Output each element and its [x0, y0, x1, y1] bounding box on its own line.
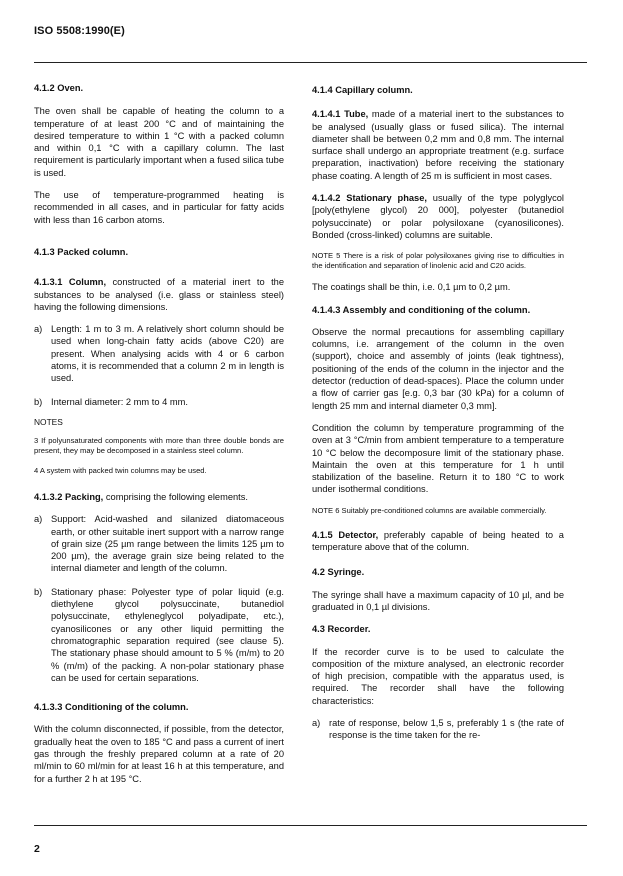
section-4-1-4-2-number: 4.1.4.2	[312, 193, 341, 204]
note-4: 4 A system with packed twin columns may be used.	[34, 465, 207, 475]
recorder-response-text: rate of response, below 1,5 s, preferably 1 s (the rate of response is the time taken for the re-	[329, 717, 564, 741]
section-4-1-4-1	[312, 108, 564, 182]
column-length-text: Length: 1 m to 3 m. A relatively short column should be used when long-chain fatty acids (above C20) are present. When analysing acids with 4 or 6 carbon atoms, it is recommended that a column 2 m in length is used.	[51, 324, 284, 384]
section-4-2-title: 4.2 Syringe.	[312, 567, 365, 578]
item-label: a)	[312, 717, 321, 728]
section-4-3-para: If the recorder curve is to be used to calculate the composition of the mixture analysed, an electronic recorder of high precision, compatible with the apparatus used, is required. The recorder shall have the following characteristics:	[312, 646, 564, 706]
section-4-1-4-2-text: usually of the type polyglycol [poly(ethylene glycol) 20 000], polyester (butanediol polysuccinate) or polar polysiloxane (cyanosilicones). Bonded (cross-linked) columns are suitable.	[312, 193, 564, 240]
item-label: a)	[34, 514, 43, 525]
section-4-1-5	[312, 529, 564, 554]
section-4-1-5-term: Detector,	[338, 529, 379, 540]
right-column	[312, 82, 564, 742]
section-4-1-4-1-term: Tube,	[344, 109, 369, 120]
packing-item-a	[34, 513, 284, 574]
section-4-1-5-text: preferably capable of being heated to a temperature above that of the column.	[312, 529, 564, 553]
section-4-1-4-3-title: 4.1.4.3 Assembly and conditioning of the column.	[312, 304, 531, 315]
section-4-1-3-2-term: Packing,	[65, 491, 104, 502]
section-4-1-4-3-para-2: Condition the column by temperature programming of the oven at 3 °C/min from ambient temperature to a temperature 10 °C below the decomposure limit of the stationary phase. Maintain the oven at this temperature for 1 h until stabilization of the baseline. Return it to 180 °C to work under isothermal conditions.	[312, 422, 564, 495]
section-4-1-3-2-text: comprising the following elements.	[105, 491, 248, 502]
notes-heading: NOTES	[34, 416, 63, 427]
section-4-1-3-3-title: 4.1.3.3 Conditioning of the column.	[34, 702, 189, 713]
section-4-1-4-title: 4.1.4 Capillary column.	[312, 85, 413, 95]
section-4-1-4-3-para-1: Observe the normal precautions for assembling capillary columns, i.e. arrangement of the column in the oven (support), choice and assembly of joints (leak tightness), positioning of the ends of the column in the injector and the detector (reduction of dead-spaces). Place the column under a flow of carrier gas [e.g. 0,3 bar (30 kPa) for a column of length 25 mm and internal diameter 0,3 mm].	[312, 326, 564, 411]
section-4-1-2-para-2: The use of temperature-programmed heating is recommended in all cases, and in particular for fatty acids with less than 16 carbon atoms.	[34, 190, 284, 225]
section-4-1-3-3-para: With the column disconnected, if possible, from the detector, gradually heat the oven to 185 °C and pass a current of inert gas through the freshly prepared column at a rate of 20 ml/min to 60 ml/min for at least 16 h at this temperature, and for a further 2 h at 195 °C.	[34, 724, 284, 784]
section-4-1-3-1	[34, 276, 284, 313]
header-rule	[34, 62, 587, 63]
section-4-1-3-2	[34, 491, 284, 503]
section-4-1-2-title: 4.1.2 Oven.	[34, 83, 84, 93]
packing-support-text: Support: Acid-washed and silanized diatomaceous earth, or other suitable inert support with a narrow range of grain size (25 µm range between the limits 125 µm to 200 µm), the average grain size being related to the internal diameter and length of the column.	[51, 514, 284, 574]
section-4-1-4-1-number: 4.1.4.1	[312, 109, 341, 120]
section-4-1-4-2-term: Stationary phase,	[346, 193, 427, 204]
item-label: b)	[34, 396, 43, 407]
section-4-1-3-1-text: constructed of a material inert to the substances to be analysed (i.e. glass or stainless steel) having the following dimensions.	[34, 277, 284, 312]
column-item-a	[34, 323, 284, 384]
note-5: NOTE 5 There is a risk of polar polysiloxanes giving rise to difficulties in the identification and separation of linolenic acid and C20 acids.	[312, 251, 564, 271]
section-4-1-3-1-number: 4.1.3.1	[34, 277, 63, 288]
item-label: a)	[34, 324, 43, 335]
section-4-2-para: The syringe shall have a maximum capacity of 10 µl, and be graduated in 0,1 µl divisions.	[312, 589, 564, 612]
recorder-item-a	[312, 717, 564, 742]
item-label: b)	[34, 586, 43, 597]
note-3: 3 If polyunsaturated components with more than three double bonds are present, they may be decomposed in a stainless steel column.	[34, 435, 284, 455]
note-6: NOTE 6 Suitably pre-conditioned columns are available commercially.	[312, 505, 547, 515]
document-header-id: ISO 5508:1990(E)	[34, 25, 125, 37]
column-diameter-text: Internal diameter: 2 mm to 4 mm.	[51, 396, 188, 407]
section-4-1-4-2	[312, 192, 564, 241]
section-4-1-3-2-number: 4.1.3.2	[34, 491, 63, 502]
section-4-1-2-para-1: The oven shall be capable of heating the column to a temperature of at least 200 °C and of maintaining the desired temperature to within 1 °C with a packed column and within 0,1 °C with a capillary column. The last requirement is particularly important when a fused silica tube is used.	[34, 106, 284, 178]
section-4-1-3-title: 4.1.3 Packed column.	[34, 246, 129, 257]
column-item-b	[34, 396, 284, 408]
left-column	[34, 82, 284, 785]
section-4-1-3-1-term: Column,	[68, 277, 107, 288]
section-4-3-title: 4.3 Recorder.	[312, 624, 371, 635]
section-4-1-4-1-text: made of a material inert to the substances to be analysed (usually glass or fused silica). The internal diameter shall be between 0,2 mm and 0,8 mm. The internal surface shall undergo an appropriate treatment (e.g. surface preparation, inactivation) before receiving the stationary phase coating. A length of 25 m is sufficient in most cases.	[312, 109, 564, 181]
section-4-1-5-number: 4.1.5	[312, 529, 333, 540]
coating-thickness-para: The coatings shall be thin, i.e. 0,1 µm to 0,2 µm.	[312, 282, 511, 293]
footer-rule	[34, 825, 587, 826]
page-number: 2	[34, 843, 40, 855]
packing-item-b	[34, 586, 284, 684]
packing-stationary-phase-text: Stationary phase: Polyester type of polar liquid (e.g. diethylene glycol polysuccinate, butanediol polysuccinate, ethyleneglycol polyadipate, etc.), cyanosilicones or any other liquid permitting the chromatographic separation required (see clause 5). The stationary phase should amount to 5 % (m/m) to 20 % (m/m) of the packing. A non-polar stationary phase can be used for certain separations.	[51, 586, 284, 683]
